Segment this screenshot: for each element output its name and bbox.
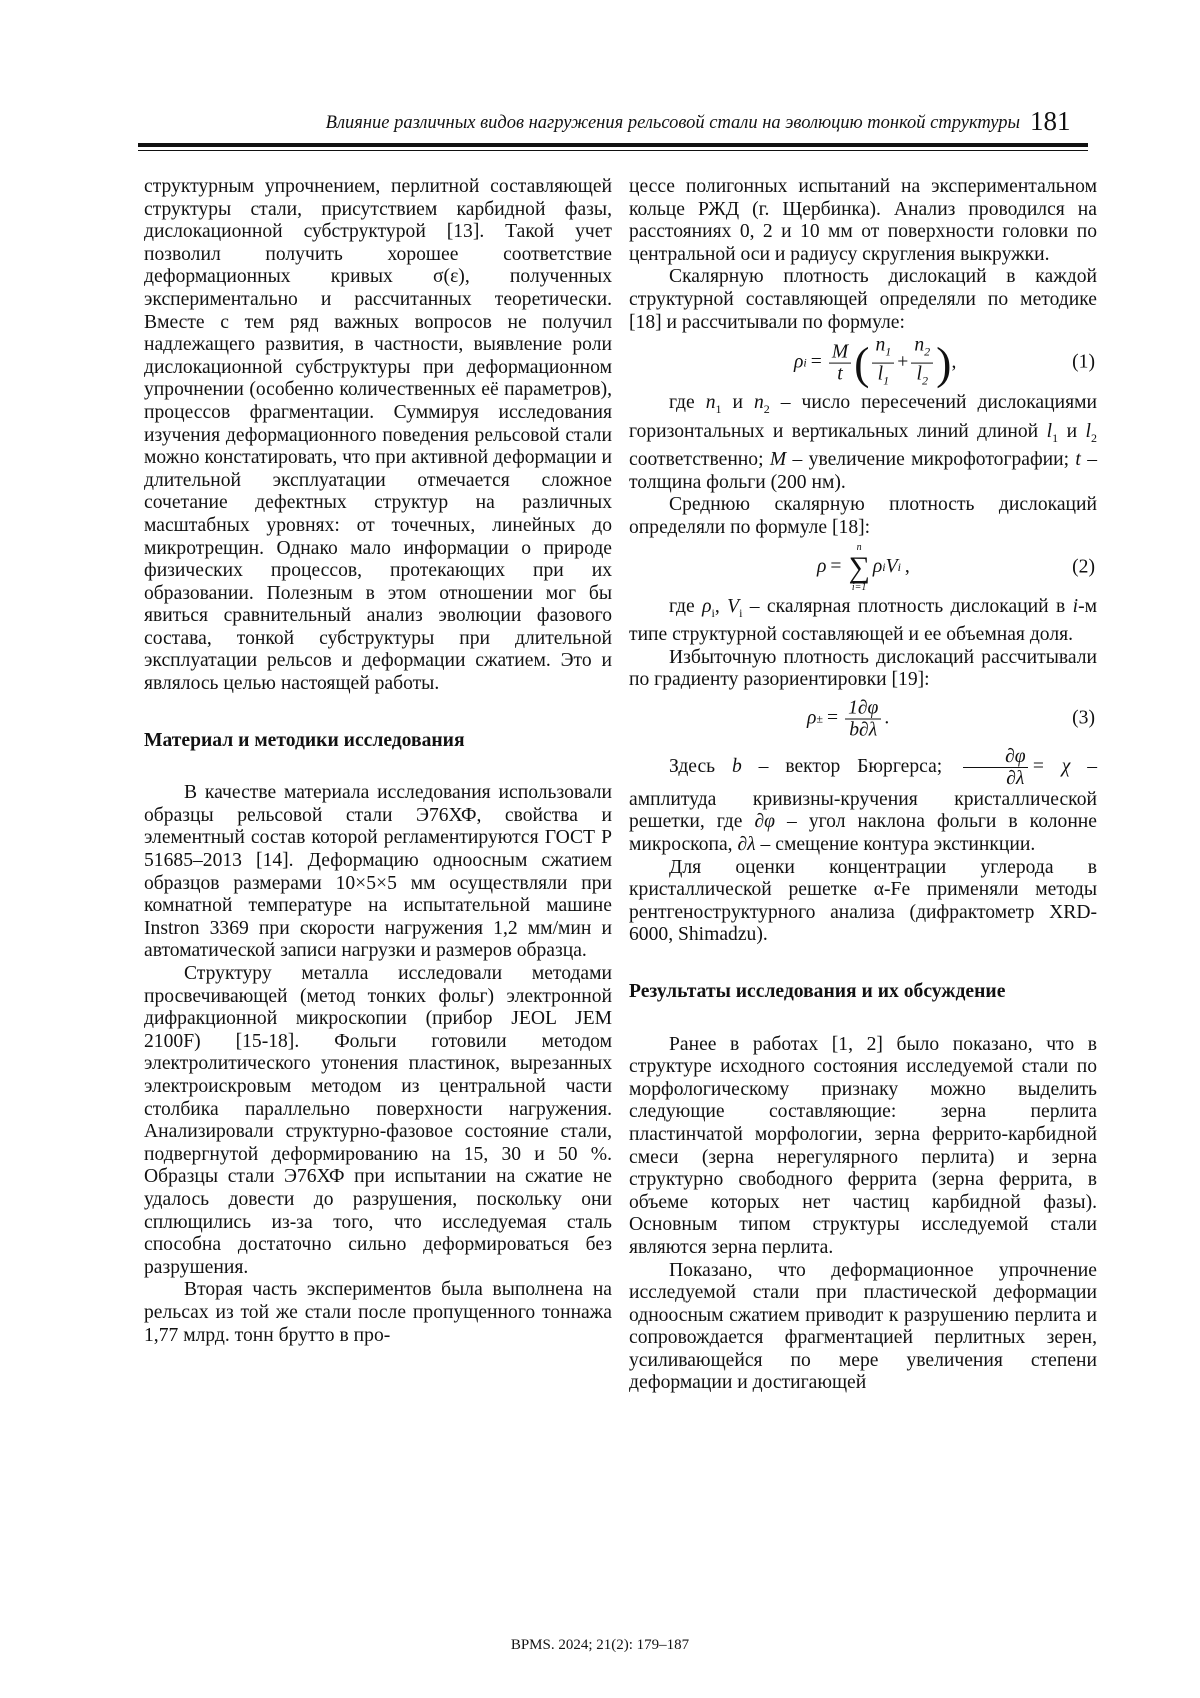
right-paragraph-3: где $n_1$ и $n_2$ – число пересечений дислокациями горизонтальных и вертикальных линий длиной $l_1$ и $l_2$ соответственно; M – увеличение микрофотографии; t – толщина фольги (200 нм). [629,392,1098,493]
equation-2-number: (2) [1072,556,1095,578]
equation-1-expression: ρ i = $\frac{M}{t}$ ( $\frac{n_1}{l_1}$ + $\frac{n_2}{l_2}$ ) , [794,335,956,392]
eq3-rho: ρ [807,707,817,729]
header-rule-thin [138,150,1088,151]
left-paragraph-3: Структуру металла исследовали методами просвечивающей (метод тонких фольг) электронной дифракционной микроскопии (прибор JEOL JEM 2100F) [15-18]. Фольги готовили методом электролитического утонения пластинок, вырезанных электроискровым методом из центральной части столбика параллельно поверхности нагружения. Анализировали структурно-фазовое состояние стали, подвергнутой деформированию на 15, 30 и 50 %. Образцы стали Э76ХФ при испытании на сжатие не удалось довести до разрушения, поскольку они сплющились из-за того, что исследуемая сталь способна достаточно сильно деформироваться без разрушения. [144,963,612,1278]
equation-3-number: (3) [1072,707,1095,729]
eq1-rho: ρ [794,351,804,373]
eq1-frac-n1-l1: $\frac{n_1}{l_1}$ [872,335,894,392]
right-column [629,176,1097,1395]
right-paragraph-7: Здесь b – вектор Бюргерса; $\frac{\partial\varphi}{\partial\lambda}$ = χ – амплитуда кривизны-кручения кристаллической решетки, где ∂φ – угол наклона фольги в колонне микроскопа, ∂λ – смещение контура экстинкции. [629,745,1097,855]
equation-2 [629,540,1097,596]
eq1-frac-n2-l2: $\frac{n_2}{l_2}$ [911,335,933,392]
equation-3-expression: ρ ± = $\frac{1\partial\varphi}{b\partial\lambda}$ . [807,697,890,741]
section-heading-materials: Материал и методики исследования [144,729,465,751]
equation-3 [629,692,1097,746]
eq2-sum-sign: n ∑ i=1 [848,541,870,593]
equation-1-number: (1) [1072,351,1095,373]
right-paragraph-6: Избыточную плотность дислокаций рассчитывали по градиенту разориентировки [19]: [629,646,1097,691]
section-heading-results: Результаты исследования и их обсуждение [629,980,1006,1002]
right-paragraph-10: Показано, что деформационное упрочнение исследуемой стали при пластической деформации одноосным сжатием приводит к разрушению перлита и сопровождается фрагментацией перлитных зерен, усиливающейся по мере увеличения степени деформации и достигающей [629,1259,1097,1394]
left-column [144,176,612,1347]
right-paragraph-9: Ранее в работах [1, 2] было показано, что в структуре исходного состояния исследуемой стали по морфологическому признаку можно выделить следующие составляющие: зерна перлита пластинчатой морфологии, зерна феррито-карбидной смеси (зерна нерегулярного перлита) и зерна структурно свободного феррита (зерна феррита, в объеме которых нет частиц карбидной фазы). Основным типом структуры исследуемой стали являются зерна перлита. [629,1033,1097,1258]
right-paragraph-4: Среднюю скалярную плотность дислокаций определяли по формуле [18]: [629,494,1097,538]
left-paragraph-1: структурным упрочнением, перлитной составляющей структуры стали, присутствием карбидной фазы, дислокационной субструктурой [13]. Такой учет позволил получить хорошее соответствие деформационных кривых σ(ε), полученных экспериментально и рассчитанных теоретически. Вместе с тем ряд важных вопросов не получил надлежащего развития, в частности, выявление роли дислокационной субструктуры при деформационном упрочнении (особенно количественных её параметров), процессов фрагментации. Суммируя исследования изучения деформационного поведения рельсовой стали можно констатировать, что при активной деформации и длительной эксплуатации отмечается сложное сочетание дефектных структур на различных масштабных уровнях: от точечных, линейных до микротрещин. Однако мало информации о природе физических процессов, протекающих при их образовании. Полезным в этом отношении мог бы явиться сравнительный анализ эволюции фазового состава, тонкой субструктуры при длительной эксплуатации рельсов и деформации сжатием. Это и являлось целью настоящей работы. [144,176,612,695]
equation-1 [629,334,1097,392]
inline-fraction-dphi-dlambda: $\frac{\partial\varphi}{\partial\lambda}$ [963,746,1028,789]
footer-citation: BPMS. 2024; 21(2): 179–187 [510,1637,690,1653]
left-paragraph-2: В качестве материала исследования использовали образцы рельсовой стали Э76ХФ, свойства и элементный состав которой регламентируются ГОСТ Р 51685–2013 [14]. Деформацию одноосным сжатием образцов размерами 10×5×5 мм осуществляли при комнатной температуре на испытательной машине Instron 3369 при скорости нагружения 1,2 мм/мин и автоматической записи нагрузки и размеров образца. [144,782,612,962]
equation-2-expression: ρ = n ∑ i=1 ρ i V i , [817,541,910,593]
page-number: 181 [1030,106,1071,136]
eq1-rho-sub: i [803,355,807,370]
eq3-fraction: $\frac{1\partial\varphi}{b\partial\lambda}$ [845,697,881,740]
left-paragraph-4: Вторая часть экспериментов была выполнена на рельсах из той же стали после пропущенного тоннажа 1,77 млрд. тонн брутто в про- [144,1279,612,1346]
right-paragraph-5: где $\rho_i$, $V_i$ – скалярная плотность дислокаций в i-м типе структурной составляющей и ее объемная доля. [629,595,1098,646]
eq2-rho: ρ [817,556,827,578]
right-paragraph-8: Для оценки концентрации углерода в кристаллической решетке α-Fe применяли методы рентгеноструктурного анализа (дифрактометр XRD-6000, Shimadzu). [629,856,1097,946]
running-title: Влияние различных видов нагружения рельсовой стали на эволюцию тонкой структуры [325,113,1020,133]
eq1-frac-M-t: $\frac{M}{t}$ [829,342,851,385]
header-rule-thick [138,143,1088,147]
right-paragraph-2: Скалярную плотность дислокаций в каждой структурной составляющей определяли по методике [18] и рассчитывали по формуле: [629,266,1097,333]
right-paragraph-1: цессе полигонных испытаний на экспериментальном кольце РЖД (г. Щербинка). Анализ проводился на расстояниях 0, 2 и 10 мм от поверхности головки по центральной оси и радиусу скругления выкружки. [629,176,1097,265]
